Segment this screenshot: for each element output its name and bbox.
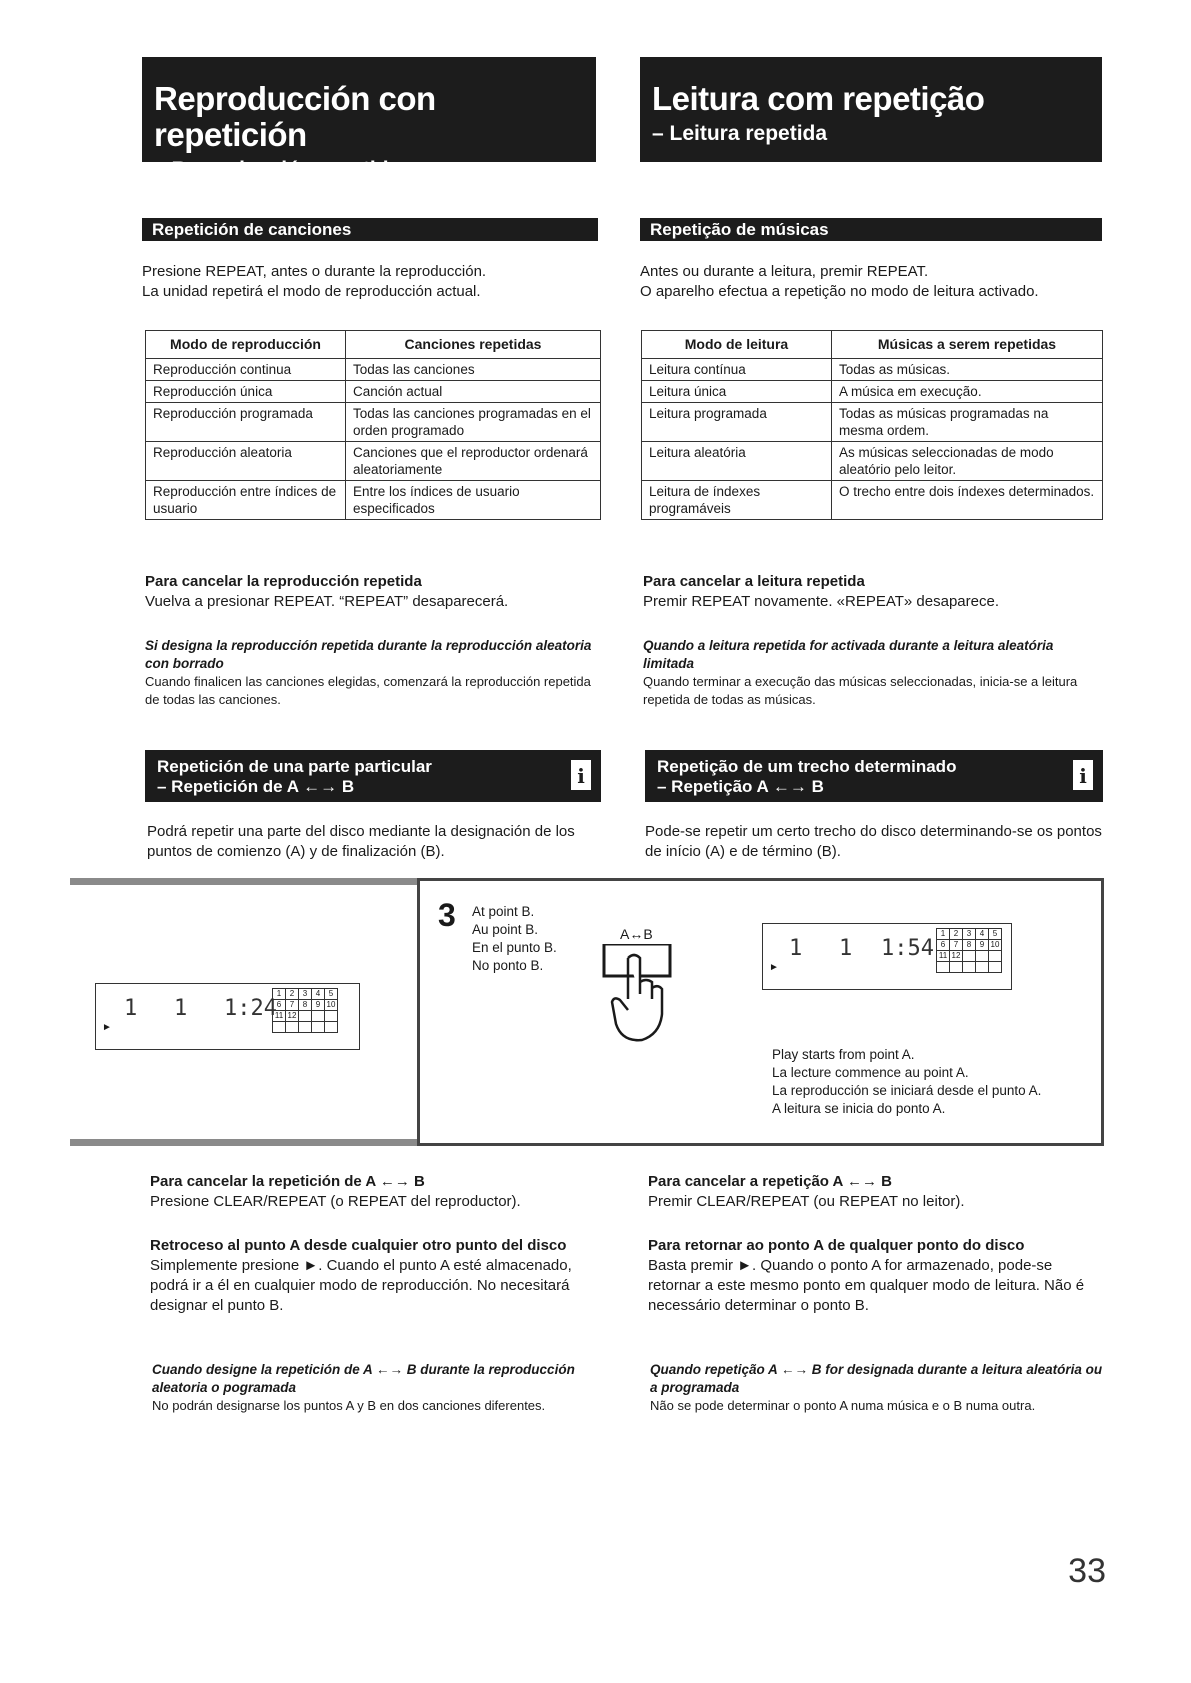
table-cell: Leitura aleatória [642, 442, 832, 481]
es-page-subtitle: – Reproducción repetida [154, 158, 401, 181]
es-sec1-intro [142, 262, 602, 302]
es-cancel-block [145, 572, 605, 612]
pt-intro-line: O aparelho efectua a repetição no modo de leitura activado. [640, 283, 1039, 300]
table-row [642, 403, 1103, 442]
es-ab-title-2: – Repetición de A ←→ B [157, 777, 355, 796]
table-cell: Leitura única [642, 381, 832, 403]
music-calendar-grid: 1 2 3 4 5 6 7 8 9 10 11 12 [936, 928, 1002, 973]
pt-note2-text: Não se pode determinar o ponto A numa música e o B numa outra. [650, 1398, 1036, 1413]
es-cancel-ab-title: Para cancelar la repetición de A ←→ B [150, 1173, 425, 1190]
play-icon: ► [102, 1022, 112, 1033]
table-cell: Todas las canciones [346, 359, 601, 381]
table-cell: Leitura contínua [642, 359, 832, 381]
pt-cancel-ab-text: Premir CLEAR/REPEAT (ou REPEAT no leitor). [648, 1193, 965, 1210]
pt-cancel-ab-title: Para cancelar a repetição A ←→ B [648, 1173, 892, 1190]
pt-note-block [643, 637, 1105, 709]
pt-cancel-ab-block [648, 1172, 1108, 1212]
table-cell: Reproducción continua [146, 359, 346, 381]
table-cell: Reproducción única [146, 381, 346, 403]
pt-page-subtitle: – Leitura repetida [652, 122, 828, 145]
music-calendar-grid: 1 2 3 4 5 6 7 8 9 10 11 12 [272, 988, 338, 1033]
es-note-text: Cuando finalicen las canciones elegidas, comenzará la reproducción repetida de todas las canciones. [145, 674, 591, 707]
pt-section-ab-repeat [645, 750, 1103, 802]
table-row [642, 442, 1103, 481]
lcd-index: 1 [174, 996, 188, 1021]
es-section-ab-repeat [145, 750, 601, 802]
table-row [146, 359, 601, 381]
es-note2-title: Cuando designe la repetición de A ←→ B durante la reproducción aleatoria o pogramada [152, 1362, 575, 1395]
es-cancel-ab-text: Presione CLEAR/REPEAT (o REPEAT del reproductor). [150, 1193, 521, 1210]
result-line: A leitura se inicia do ponto A. [772, 1101, 946, 1116]
table-header-row [146, 331, 601, 359]
pt-note-title: Quando a leitura repetida for activada durante a leitura aleatória limitada [643, 638, 1054, 671]
table-header: Modo de leitura [642, 331, 832, 359]
pt-back-title: Para retornar ao ponto A de qualquer ponto do disco [648, 1237, 1025, 1254]
pt-cancel-text: Premir REPEAT novamente. «REPEAT» desaparece. [643, 593, 999, 610]
table-row [146, 481, 601, 520]
es-note-block [145, 637, 600, 709]
table-row [146, 403, 601, 442]
table-header: Modo de reproducción [146, 331, 346, 359]
page-number: 33 [1068, 1552, 1106, 1590]
pt-cancel-block [643, 572, 1103, 612]
table-cell: O trecho entre dois índexes determinados. [832, 481, 1103, 520]
table-header: Canciones repetidas [346, 331, 601, 359]
table-cell: Reproducción entre índices de usuario [146, 481, 346, 520]
lcd-time: 1:24 [224, 996, 277, 1021]
table-row [146, 442, 601, 481]
table-cell: Todas las canciones programadas en el orden programado [346, 403, 601, 442]
pt-back-block [648, 1236, 1108, 1316]
ab-button-label: A↔B [620, 926, 653, 942]
table-row [146, 381, 601, 403]
pt-section-repeat-songs: Repetição de músicas [640, 218, 1102, 241]
table-header: Músicas a serem repetidas [832, 331, 1103, 359]
lcd-track: 1 [789, 936, 803, 961]
lcd-display-right [762, 923, 1012, 990]
table-header-row [642, 331, 1103, 359]
es-intro-line: Presione REPEAT, antes o durante la reproducción. [142, 263, 487, 280]
pt-ab-title-1: Repetição de um trecho determinado [657, 757, 957, 776]
pt-intro-line: Antes ou durante a leitura, premir REPEAT. [640, 263, 929, 280]
lcd-index: 1 [839, 936, 853, 961]
table-cell: Todas as músicas. [832, 359, 1103, 381]
lcd-time: 1:54 [881, 936, 934, 961]
pt-ab-intro: Pode-se repetir um certo trecho do disco determinando-se os pontos de início (A) e de término (B). [645, 823, 1102, 860]
table-cell: Reproducción programada [146, 403, 346, 442]
es-back-block [150, 1236, 590, 1316]
pt-note-text: Quando terminar a execução das músicas seleccionadas, inicia-se a leitura repetida de todas as músicas. [643, 674, 1078, 707]
es-ab-title-1: Repetición de una parte particular [157, 757, 432, 776]
play-icon: ► [769, 962, 779, 973]
step-instructions [472, 903, 557, 975]
pt-sec1-intro [640, 262, 1110, 302]
result-line: La reproducción se iniciará desde el punto A. [772, 1083, 1042, 1098]
table-row [642, 381, 1103, 403]
table-row [642, 359, 1103, 381]
table-cell: A música em execução. [832, 381, 1103, 403]
es-intro-line: La unidad repetirá el modo de reproducción actual. [142, 283, 481, 300]
pt-note2-block [650, 1361, 1110, 1415]
es-note2-block [152, 1361, 622, 1415]
step-line: At point B. [472, 904, 535, 919]
table-cell: Leitura programada [642, 403, 832, 442]
es-section-repeat-songs: Repetición de canciones [142, 218, 598, 241]
info-icon: i [1073, 760, 1093, 790]
table-row [642, 481, 1103, 520]
result-text [772, 1046, 1102, 1118]
table-cell: Canciones que el reproductor ordenará aleatoriamente [346, 442, 601, 481]
pt-page-title: Leitura com repetição [652, 80, 985, 117]
es-cancel-text: Vuelva a presionar REPEAT. “REPEAT” desaparecerá. [145, 593, 509, 610]
step-line: No ponto B. [472, 958, 544, 973]
lcd-display-left [95, 983, 360, 1050]
es-page-title: Reproducción con repetición [154, 80, 436, 153]
pt-cancel-title: Para cancelar a leitura repetida [643, 573, 865, 590]
table-cell: Reproducción aleatoria [146, 442, 346, 481]
table-cell: Todas as músicas programadas na mesma ordem. [832, 403, 1103, 442]
es-modes-table [145, 330, 601, 520]
pt-ab-title-2: – Repetição A ←→ B [657, 777, 824, 796]
step-line: En el punto B. [472, 940, 557, 955]
table-cell: Canción actual [346, 381, 601, 403]
es-back-text: Simplemente presione ►. Cuando el punto A esté almacenado, podrá ir a él en cualquier modo de reproducción. No necesitará designar el punto B. [150, 1257, 572, 1314]
pt-modes-table [641, 330, 1103, 520]
table-cell: As músicas seleccionadas de modo aleatório pelo leitor. [832, 442, 1103, 481]
result-line: Play starts from point A. [772, 1047, 915, 1062]
pt-note2-title: Quando repetição A ←→ B for designada durante a leitura aleatória ou a programada [650, 1362, 1103, 1395]
table-cell: Entre los índices de usuario especificados [346, 481, 601, 520]
es-ab-intro: Podrá repetir una parte del disco mediante la designación de los puntos de comienzo (A) y de finalización (B). [147, 823, 575, 860]
pt-title-box [640, 57, 1102, 162]
es-title-box [142, 57, 596, 181]
step-line: Au point B. [472, 922, 539, 937]
hand-press-icon [598, 944, 678, 1044]
result-line: La lecture commence au point A. [772, 1065, 969, 1080]
info-icon: i [571, 760, 591, 790]
es-note2-text: No podrán designarse los puntos A y B en dos canciones diferentes. [152, 1398, 546, 1413]
table-cell: Leitura de índexes programáveis [642, 481, 832, 520]
lcd-track: 1 [124, 996, 138, 1021]
step-number: 3 [438, 897, 456, 933]
pt-back-text: Basta premir ►. Quando o ponto A for armazenado, pode-se retornar a este mesmo ponto em qualquer modo de leitura. Não é necessário determinar o ponto B. [648, 1257, 1085, 1314]
es-cancel-ab-block [150, 1172, 610, 1212]
es-back-title: Retroceso al punto A desde cualquier otro punto del disco [150, 1237, 567, 1254]
es-note-title: Si designa la reproducción repetida durante la reproducción aleatoria con borrado [145, 638, 592, 671]
es-cancel-title: Para cancelar la reproducción repetida [145, 573, 422, 590]
